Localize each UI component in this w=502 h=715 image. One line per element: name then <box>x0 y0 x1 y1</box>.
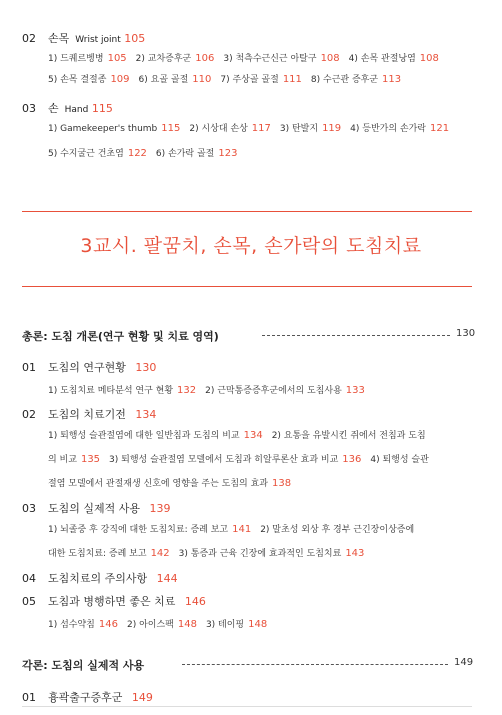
section-number: 03 <box>22 102 36 115</box>
toc-subitem-line[interactable] <box>48 51 448 64</box>
section-title: 도침치료의 주의사항 <box>48 572 148 585</box>
subitem-page-number: 117 <box>251 123 271 134</box>
subitem-page-number: 143 <box>345 548 365 559</box>
toc-subitem-line[interactable] <box>48 452 429 465</box>
section-title-english: Wrist joint <box>75 35 121 45</box>
page-edge-divider <box>22 706 472 707</box>
subitem-page-number: 135 <box>80 454 101 465</box>
subitem-label: 1) 퇴행성 슬관절염에 대한 일반침과 도침의 비교 <box>48 431 240 441</box>
subitem-page-number: 141 <box>232 524 252 535</box>
section-page-number: 146 <box>184 595 206 608</box>
toc-subitem-line[interactable] <box>48 121 458 134</box>
subitem-label: 2) 교차증후군 <box>135 54 192 64</box>
subitem-page-number: 110 <box>192 74 212 85</box>
subitem-label: 1) 도침치료 메타분석 연구 현황 <box>48 386 174 396</box>
section-number: 05 <box>22 595 36 608</box>
subitem-label: 2) 아이스팩 <box>126 620 174 630</box>
part-page-number: 130 <box>456 328 476 339</box>
section-title: 도침의 치료기전 <box>48 408 126 421</box>
subitem-page-number: 148 <box>177 619 197 630</box>
subitem-label: 3) 테이핑 <box>205 620 245 630</box>
subitem-label: 1) 드퀘르벵병 <box>48 54 104 64</box>
subitem-label: 2) 근막통증증후군에서의 도침사용 <box>205 386 342 396</box>
chapter-title: 3교시. 팔꿈치, 손목, 손가락의 도침치료 <box>80 235 422 257</box>
toc-section[interactable] <box>22 100 113 116</box>
subitem-page-number: 138 <box>272 478 292 489</box>
subitem-page-number: 134 <box>243 430 263 441</box>
section-number: 02 <box>22 408 36 421</box>
section-number: 01 <box>22 691 36 704</box>
section-page-number: 139 <box>149 502 171 515</box>
subitem-page-number: 105 <box>107 53 127 64</box>
subitem-page-number: 106 <box>195 53 215 64</box>
part-title: 각론: 도침의 실제적 사용 <box>22 659 145 672</box>
section-number: 01 <box>22 361 36 374</box>
subitem-label: 4) 등반가의 손가락 <box>350 124 426 134</box>
section-title: 도침의 연구현황 <box>48 361 126 374</box>
subitem-label: 6) 손가락 골절 <box>155 149 215 159</box>
toc-section[interactable] <box>22 500 171 516</box>
section-number: 04 <box>22 572 36 585</box>
section-title: 손 <box>48 102 59 115</box>
subitem-label: 7) 주상골 골절 <box>220 75 279 85</box>
subitem-label: 1) Gamekeeper's thumb <box>48 124 158 134</box>
toc-section[interactable] <box>22 406 156 422</box>
subitem-page-number: 121 <box>429 123 450 134</box>
chapter-rule-top <box>22 211 472 212</box>
subitem-page-number: 136 <box>342 454 362 465</box>
toc-section[interactable] <box>22 593 206 609</box>
section-page-number: 134 <box>135 408 157 421</box>
subitem-label: 3) 통증과 근육 긴장에 효과적인 도침치료 <box>178 549 342 559</box>
toc-subitem-line[interactable] <box>48 522 414 535</box>
toc-subitem-line[interactable] <box>48 617 276 630</box>
chapter-rule-bottom <box>22 286 472 287</box>
dotted-leader <box>182 664 448 665</box>
subitem-label: 4) 퇴행성 슬관 <box>370 455 429 465</box>
dotted-leader <box>262 335 450 336</box>
subitem-page-number: 119 <box>322 123 342 134</box>
toc-section[interactable] <box>22 570 178 586</box>
part-heading-specific[interactable] <box>22 657 472 673</box>
subitem-label: 3) 퇴행성 슬관절염 모델에서 도침과 히알루론산 효과 비교 <box>109 455 339 465</box>
toc-subitem-line[interactable] <box>48 476 300 489</box>
section-page-number: 149 <box>131 691 153 704</box>
subitem-label: 6) 요골 골절 <box>138 75 189 85</box>
section-title: 도침의 실제적 사용 <box>48 502 141 515</box>
subitem-page-number: 142 <box>150 548 170 559</box>
subitem-page-number: 132 <box>177 385 197 396</box>
subitem-page-number: 146 <box>98 619 118 630</box>
part-heading-general[interactable] <box>22 328 476 344</box>
subitem-page-number: 122 <box>127 148 147 159</box>
subitem-label: 3) 척측수근신근 아탈구 <box>223 54 317 64</box>
subitem-label: 3) 탄발지 <box>279 124 319 134</box>
subitem-page-number: 109 <box>110 74 130 85</box>
toc-subitem-line[interactable] <box>48 428 426 441</box>
section-title-english: Hand <box>64 105 89 115</box>
section-number: 02 <box>22 32 36 45</box>
section-page-number: 130 <box>135 361 157 374</box>
toc-section[interactable] <box>22 30 145 46</box>
subitem-page-number: 115 <box>161 123 181 134</box>
subitem-label: 4) 손목 관절낭염 <box>348 54 416 64</box>
subitem-label: 8) 수근관 증후군 <box>310 75 379 85</box>
subitem-page-number: 123 <box>218 148 238 159</box>
section-number: 03 <box>22 502 36 515</box>
subitem-label: 2) 시상대 손상 <box>189 124 248 134</box>
subitem-page-number: 108 <box>320 53 340 64</box>
subitem-page-number: 148 <box>248 619 268 630</box>
part-page-number: 149 <box>454 657 474 668</box>
subitem-label: 1) 뇌졸중 후 강직에 대한 도침치료: 증례 보고 <box>48 525 229 535</box>
section-title: 도침과 병행하면 좋은 치료 <box>48 595 176 608</box>
subitem-page-number: 108 <box>419 53 439 64</box>
toc-subitem-line[interactable] <box>48 146 246 159</box>
subitem-page-number: 133 <box>345 385 365 396</box>
subitem-label: 절염 모델에서 관절재생 신호에 영향을 주는 도침의 효과 <box>48 479 268 489</box>
subitem-label: 2) 요통을 유발시킨 쥐에서 전침과 도침 <box>271 431 426 441</box>
subitem-label: 1) 섬수약침 <box>48 620 95 630</box>
subitem-label: 5) 손목 결절종 <box>48 75 107 85</box>
section-title: 손목 <box>48 32 70 45</box>
section-page-number: 144 <box>156 572 178 585</box>
part-title: 총론: 도침 개론(연구 현황 및 치료 영역) <box>22 330 219 343</box>
section-page-number: 115 <box>91 102 113 115</box>
subitem-label: 의 비교 <box>48 455 77 465</box>
subitem-label: 5) 수지굴근 건초염 <box>48 149 124 159</box>
subitem-label: 대한 도침치료: 증례 보고 <box>48 549 147 559</box>
toc-subitem-line[interactable] <box>48 383 374 396</box>
toc-subitem-line[interactable] <box>48 72 410 85</box>
subitem-label: 2) 말초성 외상 후 경부 근긴장이상증에 <box>260 525 415 535</box>
toc-section[interactable] <box>22 359 156 375</box>
section-title: 흉곽출구증후군 <box>48 691 123 704</box>
toc-section[interactable] <box>22 689 153 705</box>
toc-subitem-line[interactable] <box>48 546 373 559</box>
subitem-page-number: 111 <box>282 74 302 85</box>
section-page-number: 105 <box>124 32 146 45</box>
subitem-page-number: 113 <box>382 74 402 85</box>
